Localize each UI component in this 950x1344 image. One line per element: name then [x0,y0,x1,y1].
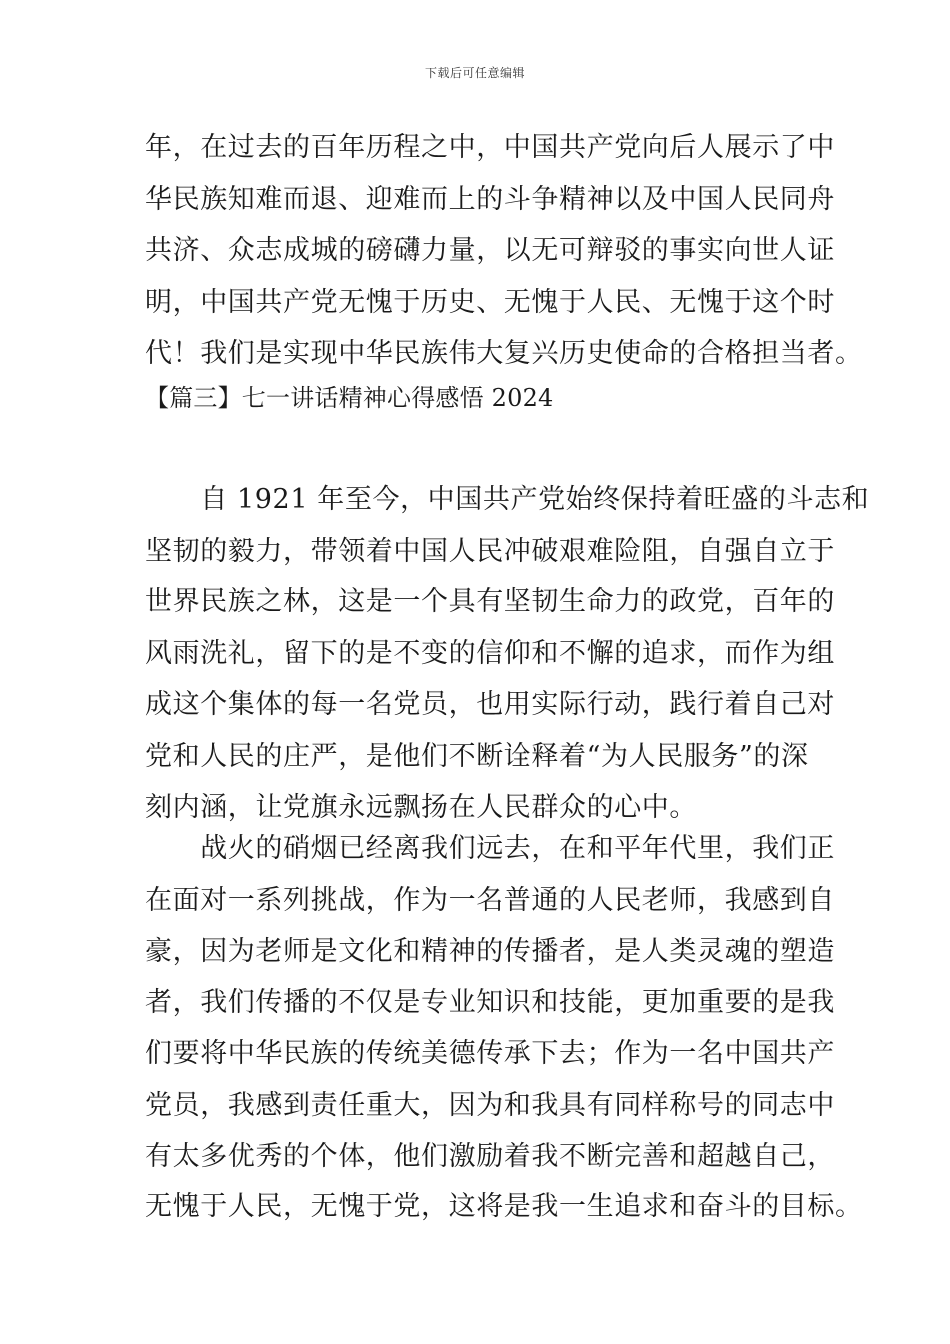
page-header: 下载后可任意编辑 [424,66,525,80]
text-line: 刻内涵，让党旗永远飘扬在人民群众的心中。 [145,792,697,823]
text-line: 们要将中华民族的传统美德传承下去；作为一名中国共产 [145,1038,835,1069]
section-heading: 【篇三】七一讲话精神心得感悟 2024 [145,384,554,412]
text-line: 华民族知难而退、迎难而上的斗争精神以及中国人民同舟 [145,184,835,215]
text-line: 代！我们是实现中华民族伟大复兴历史使命的合格担当者。 [145,338,863,369]
text-line: 自 1921 年至今，中国共产党始终保持着旺盛的斗志和 [145,484,870,515]
text-line: 成这个集体的每一名党员，也用实际行动，践行着自己对 [145,689,835,720]
text-line: 党和人民的庄严，是他们不断诠释着“为人民服务”的深 [145,741,809,772]
text-line: 在面对一系列挑战，作为一名普通的人民老师，我感到自 [145,885,835,916]
text-line: 战火的硝烟已经离我们远去，在和平年代里，我们正 [145,833,835,864]
text-line: 党员，我感到责任重大，因为和我具有同样称号的同志中 [145,1090,835,1121]
text-line: 风雨洗礼，留下的是不变的信仰和不懈的追求，而作为组 [145,638,835,669]
text-line: 豪，因为老师是文化和精神的传播者，是人类灵魂的塑造 [145,936,835,967]
text-line: 共济、众志成城的磅礴力量，以无可辩驳的事实向世人证 [145,235,835,266]
text-line: 坚韧的毅力，带领着中国人民冲破艰难险阻，自强自立于 [145,536,835,567]
text-line: 者，我们传播的不仅是专业知识和技能，更加重要的是我 [145,987,835,1018]
text-line: 明，中国共产党无愧于历史、无愧于人民、无愧于这个时 [145,287,835,318]
text-line: 年，在过去的百年历程之中，中国共产党向后人展示了中 [145,132,835,163]
text-line: 有太多优秀的个体，他们激励着我不断完善和超越自己， [145,1141,835,1172]
text-line: 世界民族之林，这是一个具有坚韧生命力的政党，百年的 [145,586,835,617]
text-line: 无愧于人民，无愧于党，这将是我一生追求和奋斗的目标。 [145,1191,863,1222]
